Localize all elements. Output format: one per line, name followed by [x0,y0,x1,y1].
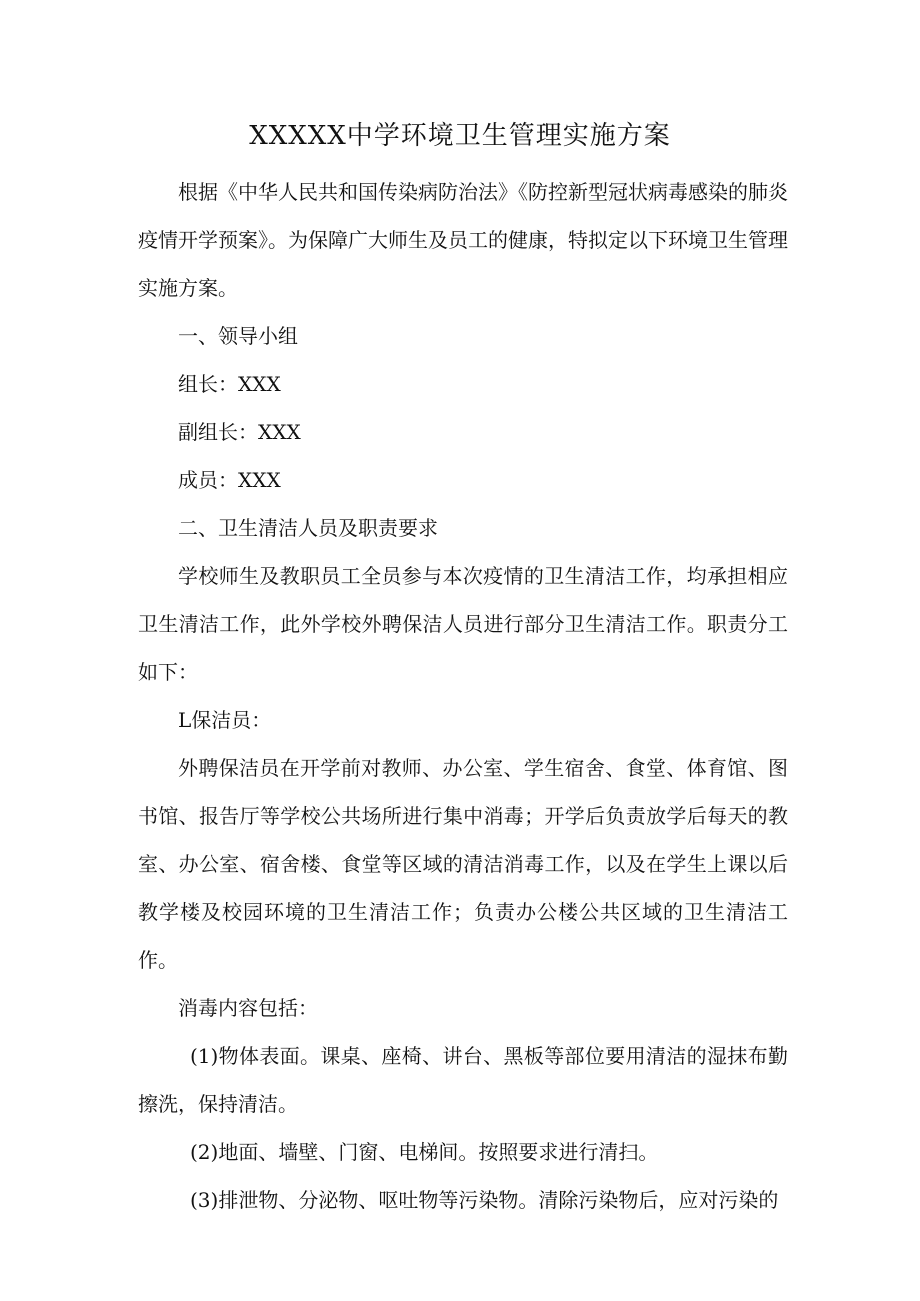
cleaner-duties-paragraph: 外聘保洁员在开学前对教师、办公室、学生宿舍、食堂、体育馆、图书馆、报告厅等学校公共场所进行集中消毒；开学后负责放学后每天的教室、办公室、宿舍楼、食堂等区域的清洁消毒工作，以及在学生上课以后教学楼及校园环境的卫生清洁工作；负责办公楼公共区域的卫生清洁工作。 [138,756,788,972]
leader-line: 组长：XXX [178,372,281,396]
cleaning-duties-paragraph: 学校师生及教职员工全员参与本次疫情的卫生清洁工作，均承担相应卫生清洁工作，此外学校外聘保洁人员进行部分卫生清洁工作。职责分工如下： [138,564,788,684]
members-line: 成员：XXX [178,468,281,492]
document-title: XXXXX中学环境卫生管理实施方案 [249,121,671,151]
cleaner-heading: L保洁员： [178,708,272,732]
list-item: (1)物体表面。课桌、座椅、讲台、黑板等部位要用清洁的湿抹布勤擦洗，保持清洁。 [138,1044,788,1116]
list-item: (3)排泄物、分泌物、呕吐物等污染物。清除污染物后，应对污染的 [190,1188,779,1212]
intro-paragraph: 根据《中华人民共和国传染病防治法》《防控新型冠状病毒感染的肺炎疫情开学预案》。为保障广大师生及员工的健康，特拟定以下环境卫生管理实施方案。 [138,180,788,300]
disinfection-content-heading: 消毒内容包括： [178,996,318,1020]
document-body [138,168,788,1224]
section-heading-leadership: 一、领导小组 [178,324,298,348]
deputy-leader-line: 副组长：XXX [178,420,301,444]
list-item: (2)地面、墙壁、门窗、电梯间。按照要求进行清扫。 [190,1140,659,1164]
section-heading-cleaning-staff: 二、卫生清洁人员及职责要求 [178,516,438,540]
